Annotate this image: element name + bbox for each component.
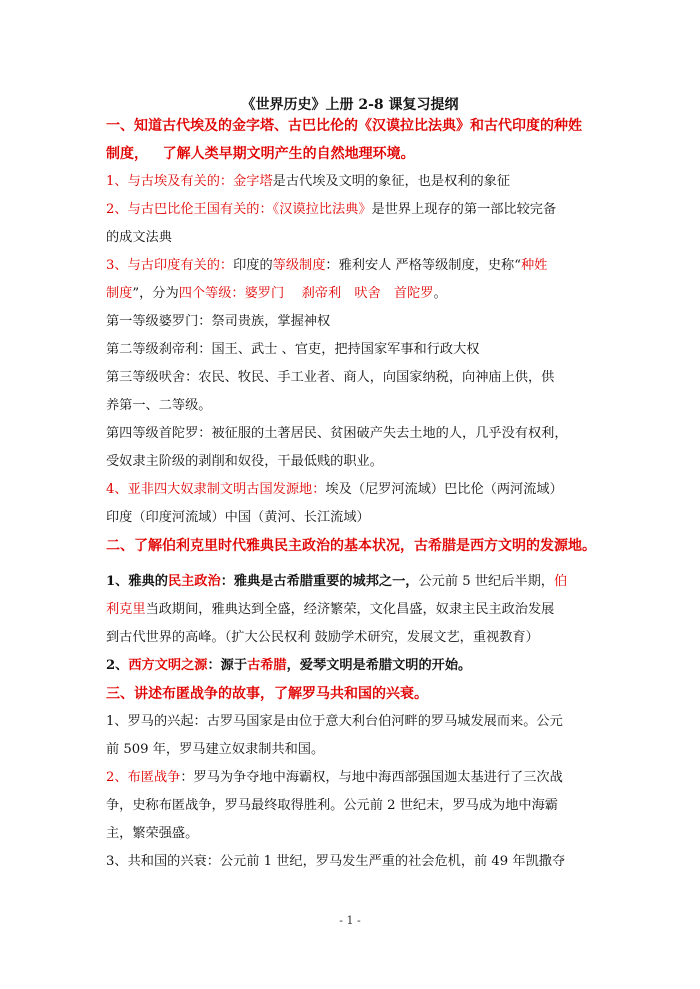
section-1-items — [106, 168, 598, 560]
section-3-heading: 三、讲述布匿战争的故事，了解罗马共和国的兴衰。 — [106, 686, 428, 702]
item-4-civilizations-cont: 印度（印度河流域）中国（黄河、长江流域） — [106, 510, 370, 525]
item-4-civilizations: 4、亚非四大奴隶制文明古国发源地：埃及（尼罗河流域）巴比伦（两河流域） — [106, 482, 563, 497]
section-1-heading-line-1: 一、知道古代埃及的金字塔、古巴比伦的《汉谟拉比法典》和古代印度的种姓 — [106, 118, 582, 134]
s3-item-3-republic: 3、共和国的兴衰：公元前 1 世纪，罗马发生严重的社会危机，前 49 年凯撒夺 — [106, 854, 566, 869]
s3-item-1-rise-of-rome-cont: 前 509 年，罗马建立奴隶制共和国。 — [106, 742, 325, 757]
s2-item-1-democracy: 1、雅典的民主政治：雅典是古希腊重要的城邦之一，公元前 5 世纪后半期，伯 — [106, 574, 568, 589]
s3-item-2-punic-wars-cont: 争，史称布匿战争，罗马最终取得胜利。公元前 2 世纪末，罗马成为地中海霸 — [106, 798, 558, 813]
s2-item-1-democracy-cont2: 到古代世界的高峰。（扩大公民权利 鼓励学术研究，发展文艺，重视教育） — [106, 630, 539, 645]
item-1-egypt: 1、与古埃及有关的：金字塔是古代埃及文明的象征，也是权利的象征 — [106, 174, 511, 189]
section-1-heading-line-2: 制度， 了解人类早期文明产生的自然地理环境。 — [106, 146, 415, 162]
caste-4-cont: 受奴隶主阶级的剥削和奴役，干最低贱的职业。 — [106, 454, 383, 469]
s3-item-2-punic-wars: 2、布匿战争：罗马为争夺地中海霸权，与地中海西部强国迦太基进行了三次战 — [106, 770, 563, 785]
document-title: 《世界历史》上册 2-8 课复习提纲 — [241, 97, 459, 113]
s2-item-2-western-origin: 2、西方文明之源：源于古希腊，爱琴文明是希腊文明的开始。 — [106, 658, 472, 673]
page-number: - 1 - — [339, 914, 361, 927]
section-1-heading — [106, 112, 598, 168]
s3-item-1-rise-of-rome: 1、罗马的兴起：古罗马国家是由位于意大利台伯河畔的罗马城发展而来。公元 — [106, 714, 563, 729]
section-2-heading: 二、了解伯利克里时代雅典民主政治的基本状况，古希腊是西方文明的发源地。 — [106, 538, 596, 554]
item-2-babylon: 2、与古巴比伦王国有关的：《汉谟拉比法典》是世界上现存的第一部比较完备 — [106, 202, 557, 217]
caste-2: 第二等级刹帝利：国王、武士 、官吏，把持国家军事和行政大权 — [106, 342, 480, 357]
caste-4: 第四等级首陀罗：被征服的土著居民、贫困破产失去土地的人，几乎没有权利， — [106, 426, 568, 441]
caste-3-cont: 养第一、二等级。 — [106, 398, 212, 413]
item-2-babylon-cont: 的成文法典 — [106, 230, 172, 245]
caste-1: 第一等级婆罗门：祭司贵族，掌握神权 — [106, 314, 331, 329]
section-2-items — [106, 568, 598, 876]
s2-item-1-democracy-cont: 利克里当政期间，雅典达到全盛，经济繁荣，文化昌盛，奴隶主民主政治发展 — [106, 602, 555, 617]
item-3-india: 3、与古印度有关的：印度的等级制度：雅利安人 严格等级制度，史称“种姓 — [106, 258, 548, 273]
caste-3: 第三等级吠舍：农民、牧民、手工业者、商人，向国家纳税，向神庙上供，供 — [106, 370, 555, 385]
s3-item-2-punic-wars-cont2: 主，繁荣强盛。 — [106, 826, 199, 841]
item-3-india-cont: 制度”，分为四个等级：婆罗门 刹帝利 吠舍 首陀罗。 — [106, 286, 447, 301]
